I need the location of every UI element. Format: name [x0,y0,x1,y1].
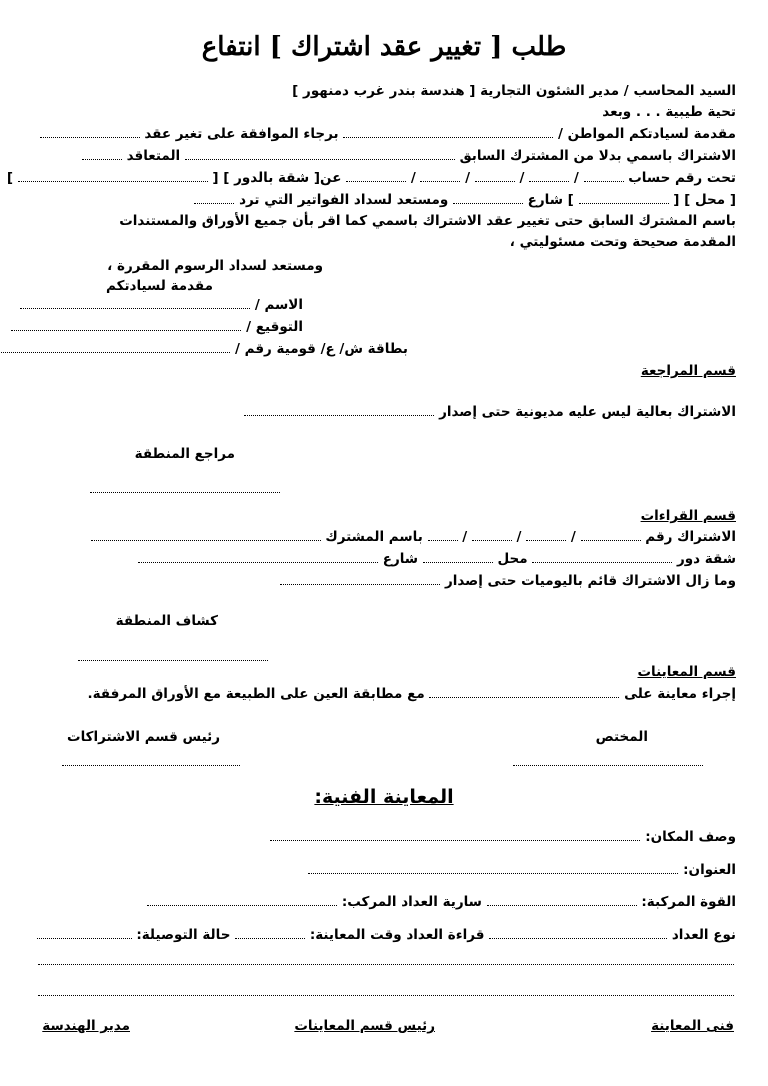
reading-subscription-2[interactable] [526,530,566,541]
declaration-line-1: باسم المشترك السابق حتى تغيير عقد الاشتراك باسمي كما اقر بأن جميع الأوراق والمستندات [119,213,736,229]
name-row [20,297,303,313]
change-request-text: برجاء الموافقة على تغير عقد [144,126,339,142]
id-row [0,341,408,357]
reading-shop-field[interactable] [423,552,493,563]
shop-field[interactable] [579,193,669,204]
inspection-line [87,686,736,702]
id-field[interactable] [0,342,230,353]
address-line: السيد المحاسب / مدير الشئون التجارية [ هندسة بندر غرب دمنهور ] [292,83,736,99]
greeting-line: تحية طيبية . . . وبعد [602,104,736,120]
form-title: طلب [ تغيير عقد اشتراك ] انتفاع [201,32,567,62]
reading-subscription-4[interactable] [428,530,458,541]
shop-label: [ محل ] [ [673,192,736,208]
reading-subscriber-field[interactable] [91,530,321,541]
meter-row [37,927,736,943]
reading-shop-label: محل [497,551,528,567]
technical-heading: المعاينة الفنية: [314,786,454,808]
previous-subscriber-label: الاشتراك باسمي بدلا من المشترك السابق [459,148,736,164]
tech-address-row [308,862,736,878]
review-text: الاشتراك بعالية ليس عليه مديونية حتى إصدار [439,404,736,420]
id-label: بطاقة ش/ ع/ قومية رقم / [234,341,408,357]
floor-apartment-label: عن[ شقة بالدور ] [ [212,170,342,186]
reading-subscription-3[interactable] [472,530,512,541]
area-reviewer-label: مراجع المنطقة [134,446,235,462]
contractor-label: المتعاقد [126,148,181,164]
bills-text: ومستعد لسداد الفواتير التي ترد [239,192,449,208]
account-part-1[interactable] [584,171,624,182]
signature-field[interactable] [11,320,241,331]
submitted-line: مقدمة لسيادتكم [106,278,213,294]
tech-address-field[interactable] [308,863,678,874]
inspection-text-b: مع مطابقة العين على الطبيعة مع الأوراق المرفقة. [87,686,425,702]
signature-label: التوقيع / [246,319,303,335]
meter-valid-field[interactable] [147,895,337,906]
power-label: القوة المركبة: [641,894,736,910]
fees-line: ومستعد لسداد الرسوم المقررة ، [107,258,323,274]
review-line [244,404,736,420]
declaration-line-2: المقدمة صحيحة وتحت مسئوليتي ، [509,234,736,250]
reading-floor-label: شقة دور [677,551,736,567]
street-label: ] شارع [527,192,574,208]
notes-line-2[interactable] [38,985,734,996]
readings-line-2 [138,551,736,567]
review-heading: قسم المراجعة [640,363,736,379]
connection-state-label: حالة التوصيلة: [136,927,231,943]
head-subscriptions-label: رئيس قسم الاشتراكات [67,729,220,745]
place-desc-field[interactable] [270,830,640,841]
previous-subscriber-line [82,148,736,164]
technician-label: فنى المعاينة [651,1018,734,1034]
bracket-close: ] [6,170,13,186]
meter-reading-label: قراءة العداد وقت المعاينة: [309,927,485,943]
meter-valid-label: سارية العداد المركب: [341,894,482,910]
readings-line-3 [280,573,736,589]
specialist-signature[interactable] [513,755,703,766]
account-label: تحت رقم حساب [628,170,736,186]
reading-street-label: شارع [382,551,419,567]
bills-field[interactable] [194,193,234,204]
inspections-heading: قسم المعاينات [637,664,736,680]
reading-subscriber-label: باسم المشترك [325,529,423,545]
reading-subscription-1[interactable] [581,530,641,541]
place-desc-label: وصف المكان: [645,829,736,845]
power-row [147,894,736,910]
tech-address-label: العنوان: [683,862,736,878]
power-field[interactable] [487,895,637,906]
specialist-label: المختص [595,729,648,745]
meter-type-field[interactable] [489,928,667,939]
place-desc-row [270,829,736,845]
citizen-name-field[interactable] [343,127,553,138]
account-part-5[interactable] [346,171,406,182]
floor-field[interactable] [18,171,208,182]
account-part-3[interactable] [475,171,515,182]
contract-field[interactable] [40,127,140,138]
readings-heading: قسم القراءات [640,508,736,524]
citizen-line [40,126,736,142]
head-subscriptions-signature[interactable] [62,755,240,766]
review-date-field[interactable] [244,405,434,416]
previous-subscriber-field[interactable] [185,149,455,160]
name-label: الاسم / [254,297,303,313]
signature-row [11,319,303,335]
meter-type-label: نوع العداد [671,927,736,943]
head-inspections-label: رئيس قسم المعاينات [294,1018,435,1034]
account-line: تحت رقم حساب / / / / عن[ شقة بالدور ] [ ] [6,170,736,186]
inspection-target-field[interactable] [429,687,619,698]
notes-line-1[interactable] [38,954,734,965]
connection-state-field[interactable] [37,928,132,939]
engineering-manager-label: مدير الهندسة [42,1018,130,1034]
street-field[interactable] [453,193,523,204]
reading-floor-field[interactable] [532,552,672,563]
reading-date-field[interactable] [280,574,440,585]
reading-daily-text: وما زال الاشتراك قائم باليوميات حتى إصدار [444,573,736,589]
readings-line-1: الاشتراك رقم / / / باسم المشترك [91,529,736,545]
shop-street-line [194,192,736,208]
area-inspector-signature[interactable] [78,650,268,661]
reading-street-field[interactable] [138,552,378,563]
area-inspector-label: كشاف المنطقة [115,613,218,629]
account-part-4[interactable] [420,171,460,182]
reading-subscription-label: الاشتراك رقم [645,529,736,545]
inspection-text-a: إجراء معاينة على [624,686,736,702]
area-reviewer-signature[interactable] [90,482,280,493]
name-field[interactable] [20,298,250,309]
citizen-label: مقدمة لسيادتكم المواطن / [558,126,736,142]
meter-reading-field[interactable] [235,928,305,939]
contractor-field[interactable] [82,149,122,160]
account-part-2[interactable] [529,171,569,182]
